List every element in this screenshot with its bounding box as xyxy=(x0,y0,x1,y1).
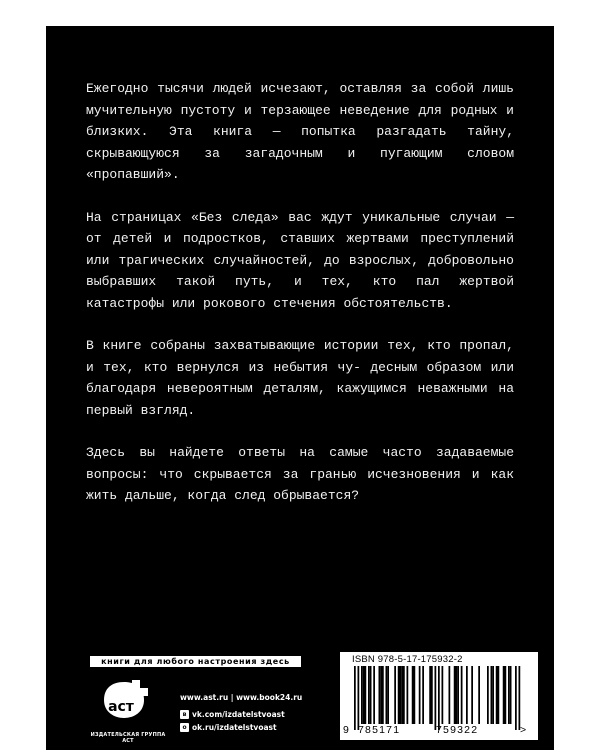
barcode-bar xyxy=(370,666,372,724)
barcode-bar xyxy=(457,666,459,724)
barcode-bar xyxy=(510,666,512,724)
barcode-digits-group-2: 759322 xyxy=(436,724,479,736)
barcode-bar xyxy=(387,666,389,724)
barcode-bar xyxy=(412,666,414,724)
barcode-bar xyxy=(382,666,384,724)
barcode-bar xyxy=(373,666,375,724)
back-cover xyxy=(46,26,554,750)
barcode-bar xyxy=(454,666,456,724)
barcode-bar xyxy=(449,666,451,724)
barcode-panel xyxy=(340,652,538,740)
blurb-text xyxy=(86,78,514,528)
barcode-bar xyxy=(394,666,396,724)
barcode-bar xyxy=(398,666,400,724)
barcode-bar xyxy=(442,666,444,724)
ok-line[interactable] xyxy=(180,721,302,734)
barcode-bar xyxy=(414,666,416,724)
isbn-text: ISBN 978-5-17-175932-2 xyxy=(352,654,463,665)
barcode-bar xyxy=(419,666,421,724)
blurb-paragraph-1: Ежегодно тысячи людей исчезают, оставляя за собой лишь мучительную пустоту и терзающее неведение для родных и близких. Эта книга — попытка разгадать тайну, скрывающуюся за загадочным и пугающим словом «пропавший». xyxy=(86,81,514,182)
publisher-links xyxy=(180,691,302,734)
barcode-bar xyxy=(508,666,510,724)
ast-logo xyxy=(94,678,154,730)
barcode-bar xyxy=(431,666,433,724)
vk-link[interactable]: vk.com/izdatelstvoast xyxy=(192,709,285,719)
barcode-bar xyxy=(456,666,458,724)
blurb-paragraph-2: На страницах «Без следа» вас ждут уникальные случаи — от детей и подростков, ставших жертвами преступлений или трагических случайностей, до взрослых, добровольно выбравших такой путь, и тех, кто пал жертвой катастрофы или рокового стечения обстоятельств. xyxy=(86,209,514,311)
logo-caption: ИЗДАТЕЛЬСКАЯ ГРУППА АСТ xyxy=(90,732,166,744)
barcode-tail-mark: > xyxy=(520,724,528,736)
barcode-bar xyxy=(478,666,480,724)
barcode-digits-group-1: 785171 xyxy=(358,724,401,736)
vk-line[interactable] xyxy=(180,708,302,721)
barcode-bar xyxy=(361,666,363,724)
vk-icon: в xyxy=(180,710,189,719)
barcode-bar xyxy=(407,666,409,724)
barcode-bar xyxy=(422,666,424,724)
barcode-bar xyxy=(498,666,500,724)
barcode-bar xyxy=(503,666,505,724)
websites-line[interactable] xyxy=(180,691,302,704)
blurb-paragraph-4: Здесь вы найдете ответы на самые часто задаваемые вопросы: что скрывается за гранью исчезновения и как жить дальше, когда след обрывается? xyxy=(86,445,514,503)
barcode-bar xyxy=(380,666,382,724)
barcode-bar xyxy=(363,666,365,724)
barcode-bar xyxy=(401,666,403,724)
barcode-bar xyxy=(429,666,431,724)
barcode-bar xyxy=(461,666,463,724)
barcode-bar xyxy=(354,666,356,730)
barcode-bar xyxy=(368,666,370,724)
barcode-bar xyxy=(492,666,494,724)
barcode-bar xyxy=(505,666,507,724)
barcode-bar xyxy=(365,666,367,724)
barcode-lead-digit: 9 xyxy=(343,724,351,736)
ast-logo-text: аст xyxy=(108,699,134,715)
barcode-bar xyxy=(438,666,440,730)
barcode-bar xyxy=(491,666,493,724)
barcode-bar xyxy=(519,666,521,730)
ok-icon: о xyxy=(180,723,189,732)
barcode-bar xyxy=(471,666,473,724)
barcode-bar xyxy=(379,666,381,724)
barcode-bar xyxy=(487,666,489,724)
barcode-bar xyxy=(435,666,437,730)
websites-text[interactable]: www.ast.ru | www.book24.ru xyxy=(180,692,303,702)
barcode-bar xyxy=(386,666,388,724)
barcode-bar xyxy=(400,666,402,724)
barcode-bar xyxy=(515,666,517,730)
ok-link[interactable]: ok.ru/izdatelstvoast xyxy=(192,722,277,732)
barcode-bar xyxy=(358,666,360,730)
barcode-bar xyxy=(466,666,468,724)
blurb-paragraph-3: В книге собраны захватывающие истории тех, кто пропал, и тех, кто вернулся из небытия чу- десным образом или благодаря невероятным деталям, кажущимся неважными на первый взгляд. xyxy=(86,338,514,418)
barcode-bar xyxy=(403,666,405,724)
barcode-bar xyxy=(496,666,498,724)
publisher-tagline: книги для любого настроения здесь xyxy=(90,656,301,667)
